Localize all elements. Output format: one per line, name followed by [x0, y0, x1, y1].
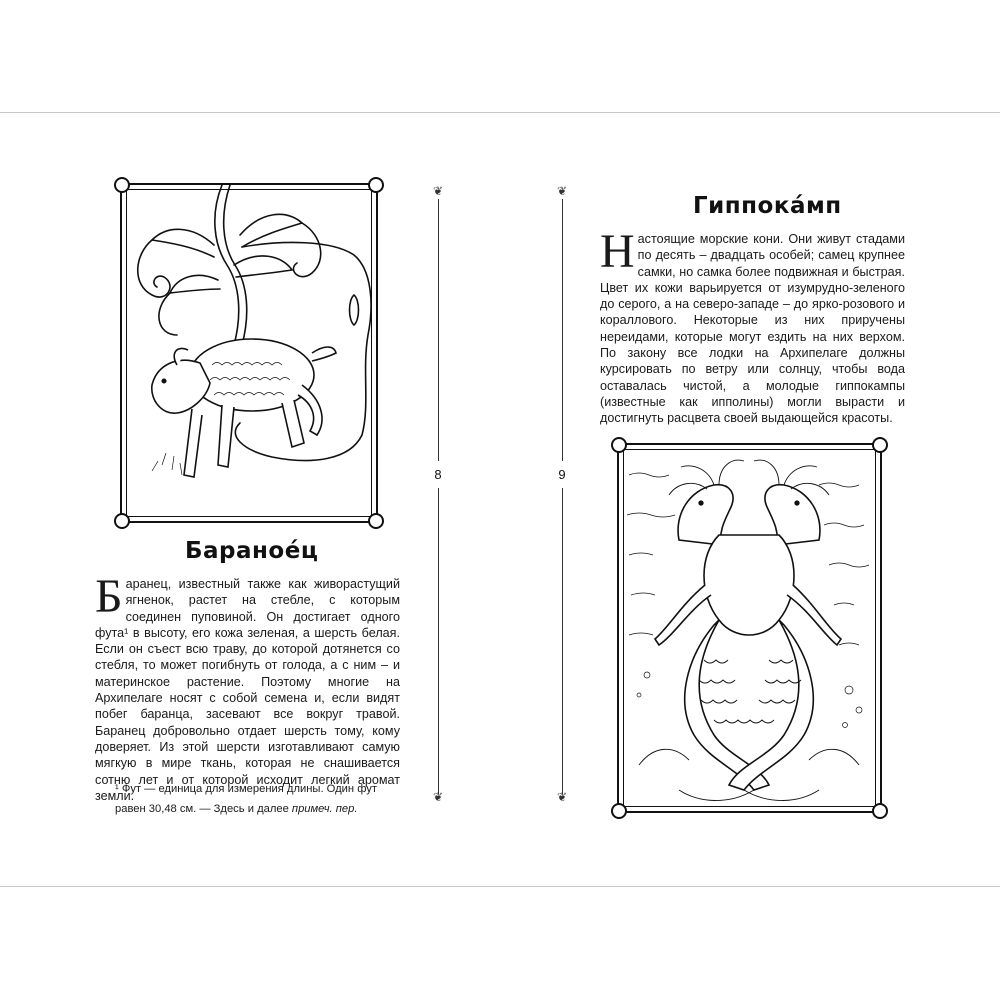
rule-top-ornament: ❦ — [432, 184, 444, 198]
hippocampus-illustration — [619, 445, 880, 811]
rule-bottom-ornament: ❦ — [556, 790, 568, 804]
lamb-illustration-frame — [120, 183, 378, 523]
footnote-text: ¹ Фут — единица для измерения длины. Один фут равен 30,48 см. — Здесь и далее — [115, 783, 377, 815]
right-page-rule — [562, 199, 563, 794]
dropcap: Б — [95, 570, 123, 623]
left-page-rule — [438, 199, 439, 794]
entry-paragraph: аранец, известный также как живорастущий ягненок, растет на стебле, с которым соединен пуповиной. Он достигает одного фута¹ в высоту, его кожа зеленая, а шерсть белая. Если он съест всю траву, до которой дотянется со стебля, то может погибнуть от голода, а с ним – и материнское растение. Поэтому многие на Архипелаге носят с собой семена и, если видят побег баранца, засевают все вокруг травой. Баранец добровольно отдает шерсть тому, кому доверяет. Из этой шерсти изготавливают самую мягкую в мире ткань, которая не снашивается сотню лет и от которой исходит легкий аромат земли. — [95, 577, 400, 803]
entry-title-baranets: Бараное́ц — [185, 538, 319, 564]
entry-title-hippocampus: Гиппока́мп — [693, 193, 842, 219]
entry-text-hippocampus — [600, 225, 905, 427]
lamb-on-stem-illustration — [122, 185, 376, 521]
footnote-italic: примеч. пер. — [291, 803, 358, 815]
entry-paragraph: астоящие морские кони. Они живут стадами по десять – двадцать особей; самец крупнее самки, но самка более подвижная и быстрая. Цвет их кожи варьируется от изумрудно-зеленого до серого, а на северо-западе – до ярко-розового и кораллового. Некоторые из них приручены нереидами, которые могут ездить на них верхом. По закону все лодки на Архипелаге должны курсировать по ветру или солнцу, чтобы вода оставалась чистой, а молодые гиппокампы (известные как ипполины) могли вырасти и достигнуть расцвета своей выдающейся красоты. — [600, 232, 905, 426]
entry-text-baranets — [95, 570, 400, 804]
rule-top-ornament: ❦ — [556, 184, 568, 198]
page-number-right: 9 — [552, 461, 572, 488]
footnote — [115, 779, 400, 819]
dropcap: Н — [600, 225, 635, 278]
rule-bottom-ornament: ❦ — [432, 790, 444, 804]
hippocampus-illustration-frame — [617, 443, 882, 813]
book-spread — [0, 112, 1000, 887]
page-number-left: 8 — [428, 461, 448, 488]
